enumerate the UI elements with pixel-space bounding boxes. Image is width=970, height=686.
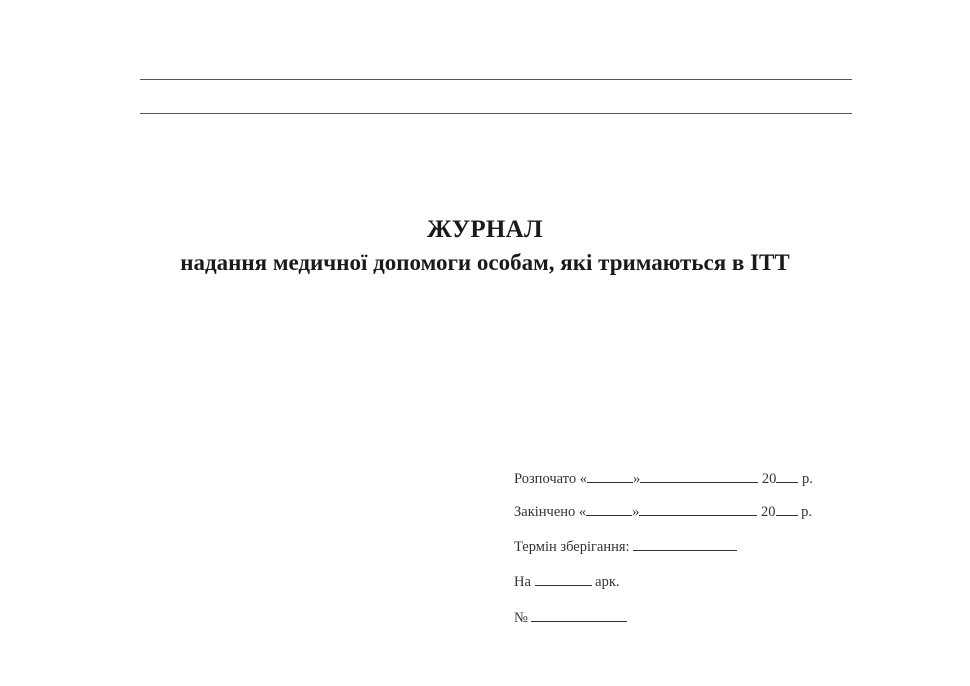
finished-field	[514, 503, 812, 521]
document-subtitle: надання медичної допомоги особам, які тримаються в ІТТ	[180, 250, 790, 275]
started-month-blank[interactable]	[640, 470, 758, 483]
year-suffix: р.	[801, 471, 813, 487]
finished-month-blank[interactable]	[639, 503, 757, 516]
started-field	[514, 470, 813, 488]
year-prefix: 20	[761, 504, 776, 520]
number-blank[interactable]	[531, 609, 627, 622]
sheets-field	[514, 573, 620, 591]
number-field	[514, 609, 627, 627]
started-year-blank[interactable]	[776, 470, 798, 483]
retention-blank[interactable]	[633, 538, 737, 551]
open-quote: «	[578, 504, 587, 520]
finished-year-blank[interactable]	[776, 503, 798, 516]
sheets-prefix: На	[514, 574, 531, 590]
close-quote: »	[632, 504, 640, 520]
header-blank-line-2[interactable]	[140, 113, 852, 114]
close-quote: »	[632, 471, 641, 487]
document-title: ЖУРНАЛ	[427, 216, 543, 243]
retention-label: Термін зберігання:	[514, 539, 630, 555]
started-label: Розпочато	[514, 471, 577, 487]
open-quote: «	[579, 471, 587, 487]
started-day-blank[interactable]	[587, 470, 633, 483]
year-prefix: 20	[761, 471, 777, 487]
header-blank-line-1[interactable]	[140, 79, 852, 80]
finished-label: Закінчено	[514, 504, 576, 520]
sheets-suffix: арк.	[595, 574, 620, 590]
retention-field	[514, 538, 737, 556]
number-prefix: №	[514, 610, 528, 626]
year-suffix: р.	[801, 504, 813, 520]
finished-day-blank[interactable]	[586, 503, 632, 516]
sheets-blank[interactable]	[535, 573, 592, 586]
